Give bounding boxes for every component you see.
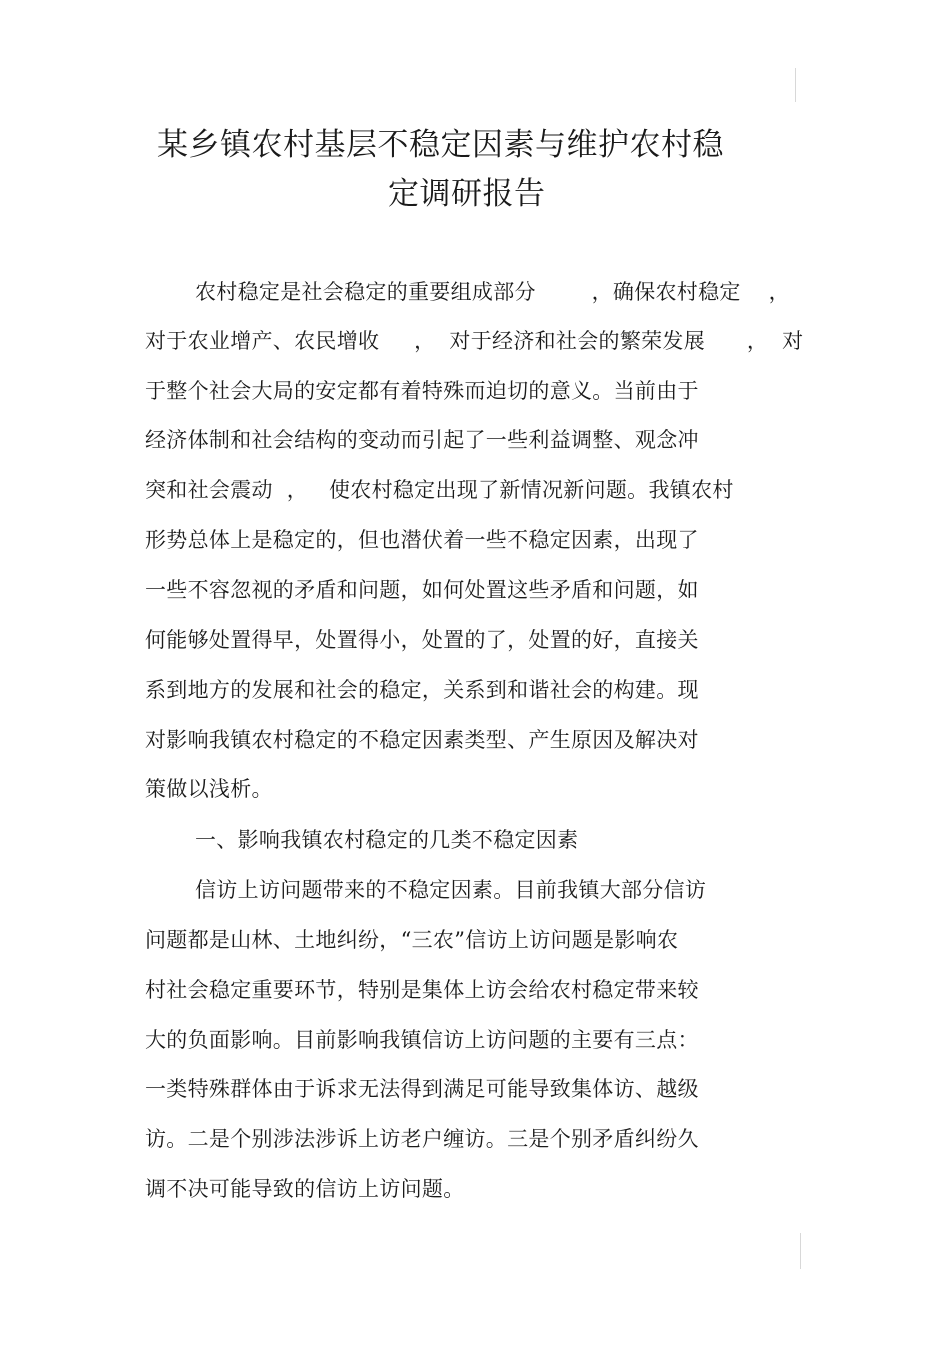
page-corner-mark-top	[795, 68, 796, 102]
paragraph-line: 于整个社会大局的安定都有着特殊而迫切的意义。当前由于	[145, 379, 699, 403]
document-title-line1: 某乡镇农村基层不稳定因素与维护农村稳	[157, 127, 724, 163]
paragraph-line: 访。二是个别涉法涉诉上访老户缠访。三是个别矛盾纠纷久	[145, 1127, 699, 1151]
paragraph-line: 形势总体上是稳定的，但也潜伏着一些不稳定因素，出现了	[145, 528, 699, 552]
paragraph-line: 信访上访问题带来的不稳定因素。目前我镇大部分信访	[195, 878, 707, 902]
paragraph-line: 突和社会震动 ， 使农村稳定出现了新情况新问题。我镇农村	[145, 478, 734, 502]
document-title-line2: 定调研报告	[388, 176, 546, 212]
paragraph-line: 何能够处置得早，处置得小，处置的了，处置的好，直接关	[145, 628, 699, 652]
paragraph-line: 村社会稳定重要环节，特别是集体上访会给农村稳定带来较	[145, 978, 699, 1002]
paragraph-line: 一类特殊群体由于诉求无法得到满足可能导致集体访、越级	[145, 1077, 699, 1101]
paragraph-line: 农村稳定是社会稳定的重要组成部分 ，确保农村稳定 ，	[195, 280, 790, 304]
paragraph-line: 调不决可能导致的信访上访问题。	[145, 1177, 465, 1201]
paragraph-line: 策做以浅析。	[145, 777, 273, 801]
paragraph-line: 对于农业增产、农民增收 ， 对于经济和社会的繁荣发展 ， 对	[145, 329, 804, 353]
page-corner-mark-bottom	[800, 1233, 801, 1269]
paragraph-line: 经济体制和社会结构的变动而引起了一些利益调整、观念冲	[145, 428, 699, 452]
paragraph-line: 对影响我镇农村稳定的不稳定因素类型、产生原因及解决对	[145, 728, 699, 752]
paragraph-line: 大的负面影响。目前影响我镇信访上访问题的主要有三点：	[145, 1028, 699, 1052]
paragraph-line: 系到地方的发展和社会的稳定，关系到和谐社会的构建。现	[145, 678, 699, 702]
section-heading: 一、影响我镇农村稳定的几类不稳定因素	[195, 828, 579, 852]
paragraph-line: 问题都是山林、土地纠纷，“三农”信访上访问题是影响农	[145, 928, 679, 952]
paragraph-line: 一些不容忽视的矛盾和问题，如何处置这些矛盾和问题，如	[145, 578, 699, 602]
